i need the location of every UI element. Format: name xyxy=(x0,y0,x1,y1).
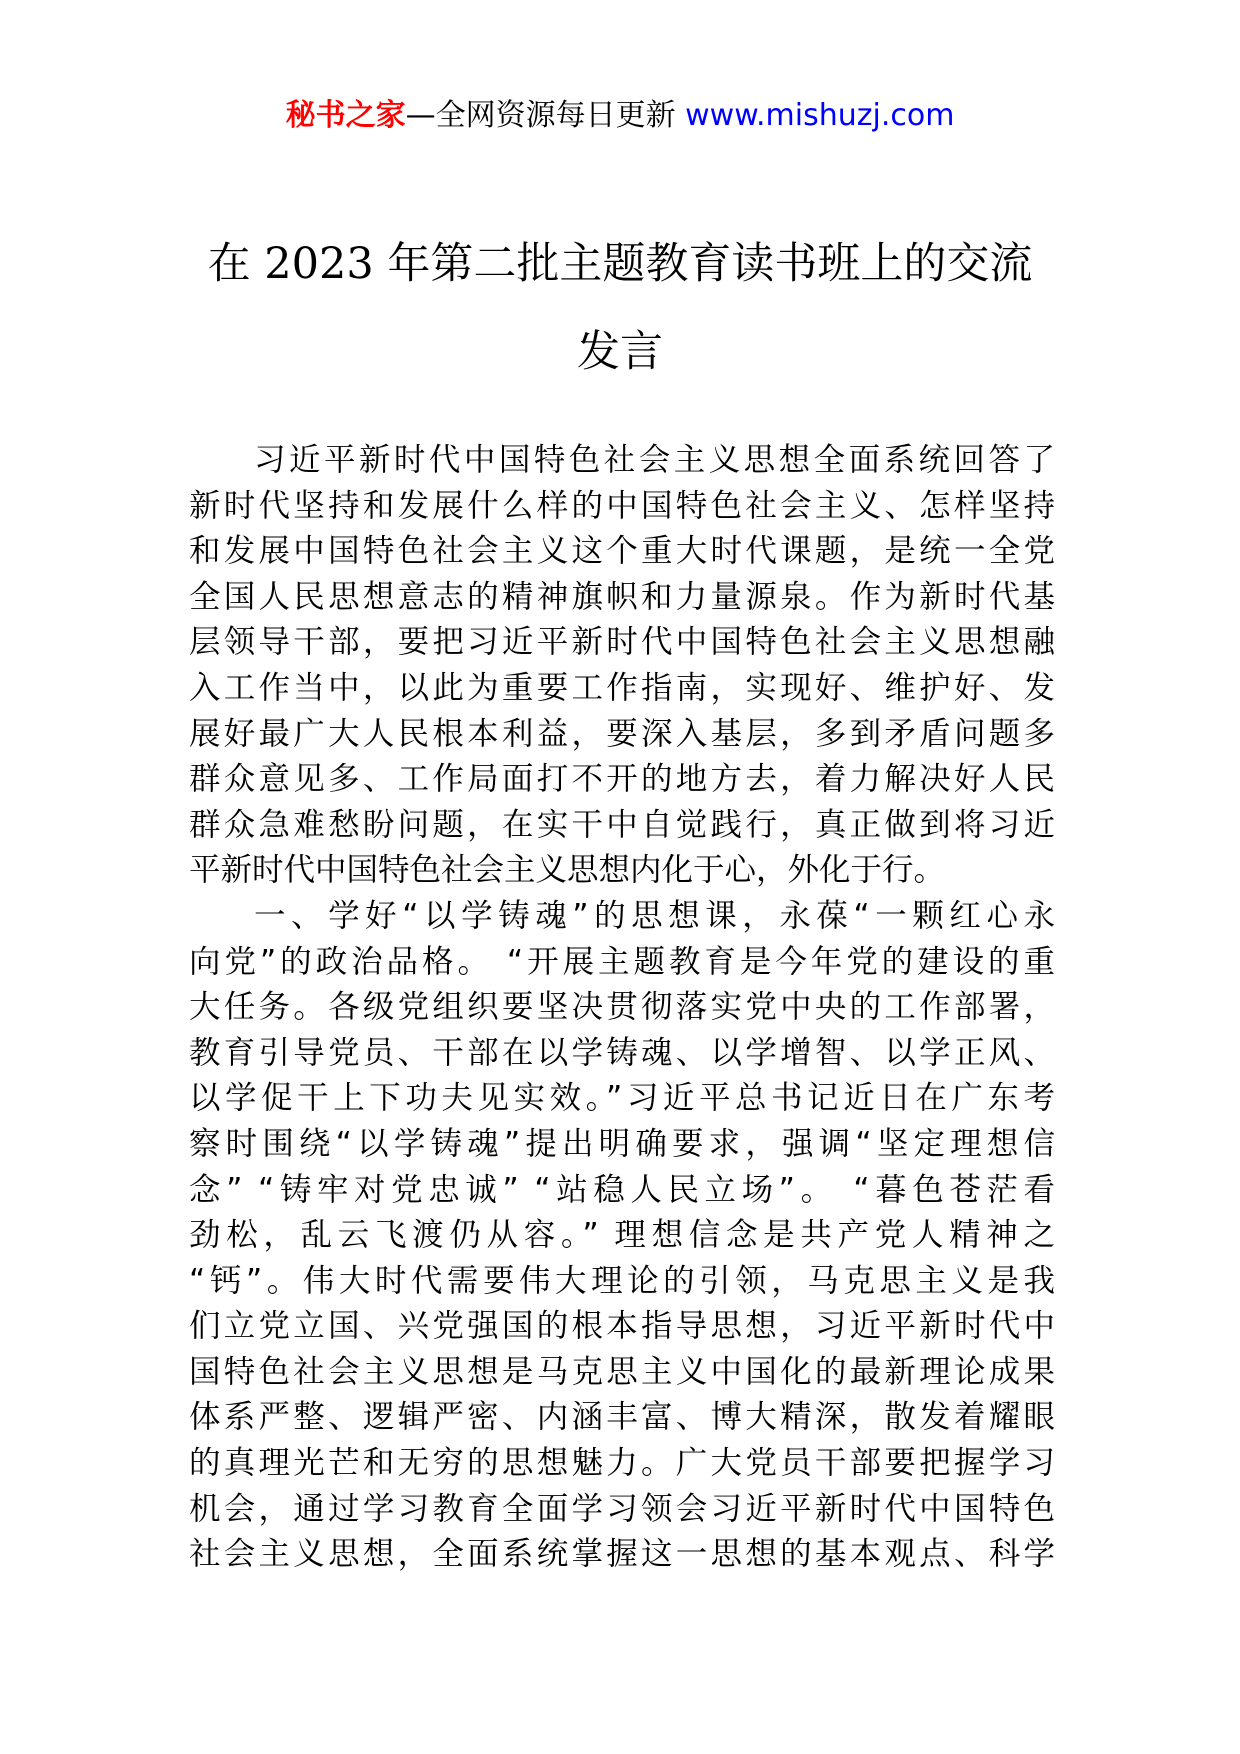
body-line: 新时代坚持和发展什么样的中国特色社会主义、怎样坚持 xyxy=(189,487,1055,524)
body-line: 入工作当中，以此为重要工作指南，实现好、维护好、发 xyxy=(189,669,1055,706)
body-line: 体系严整、逻辑严密、内涵丰富、博大精深，散发着耀眼 xyxy=(189,1399,1055,1436)
body-line: 平新时代中国特色社会主义思想内化于心，外化于行。 xyxy=(189,852,946,889)
body-line: 习近平新时代中国特色社会主义思想全面系统回答了 xyxy=(254,442,1055,478)
body-line: 展好最广大人民根本利益，要深入基层，多到矛盾问题多 xyxy=(189,715,1055,752)
body-line: 层领导干部，要把习近平新时代中国特色社会主义思想融 xyxy=(189,624,1055,661)
document-title-line-1: 在 2023 年第二批主题教育读书班上的交流 xyxy=(207,239,1033,289)
body-line: 劲松，乱云飞渡仍从容。” 理想信念是共产党人精神之 xyxy=(189,1217,1055,1254)
header-tagline: —全网资源每日更新 xyxy=(405,98,686,133)
body-line: 和发展中国特色社会主义这个重大时代课题，是统一全党 xyxy=(189,533,1055,570)
section-heading-line: 一、学好“以学铸魂”的思想课，永葆“一颗红心永 xyxy=(254,897,1055,934)
brand-name: 秘书之家 xyxy=(285,98,406,133)
body-line: 机会，通过学习教育全面学习领会习近平新时代中国特色 xyxy=(189,1490,1055,1527)
body-line: 全国人民思想意志的精神旗帜和力量源泉。作为新时代基 xyxy=(189,578,1055,615)
body-line: 教育引导党员、干部在以学铸魂、以学增智、以学正风、 xyxy=(189,1034,1055,1071)
body-line: 群众意见多、工作局面打不开的地方去，着力解决好人民 xyxy=(189,761,1055,798)
body-line: 察时围绕“以学铸魂”提出明确要求，强调“坚定理想信 xyxy=(189,1125,1055,1162)
document-title-line-2: 发言 xyxy=(577,327,663,377)
body-line: 大任务。各级党组织要坚决贯彻落实党中央的工作部署， xyxy=(189,989,1055,1026)
site-url-link[interactable]: www.mishuzj.com xyxy=(685,98,955,133)
body-line: 群众急难愁盼问题，在实干中自觉践行，真正做到将习近 xyxy=(189,806,1055,843)
body-line: “钙”。伟大时代需要伟大理论的引领，马克思主义是我 xyxy=(189,1262,1055,1299)
body-line: 念” “铸牢对党忠诚” “站稳人民立场”。 “暮色苍茫看 xyxy=(189,1171,1055,1208)
body-line: 以学促干上下功夫见实效。”习近平总书记近日在广东考 xyxy=(189,1080,1055,1117)
body-line: 国特色社会主义思想是马克思主义中国化的最新理论成果 xyxy=(189,1353,1055,1390)
watermark-header xyxy=(0,96,1240,136)
body-line: 社会主义思想，全面系统掌握这一思想的基本观点、科学 xyxy=(189,1536,1055,1573)
body-line: 们立党立国、兴党强国的根本指导思想，习近平新时代中 xyxy=(189,1308,1055,1345)
body-line: 向党”的政治品格。 “开展主题教育是今年党的建设的重 xyxy=(189,943,1055,980)
document-body xyxy=(189,438,1055,1578)
body-line: 的真理光芒和无穷的思想魅力。广大党员干部要把握学习 xyxy=(189,1445,1055,1482)
